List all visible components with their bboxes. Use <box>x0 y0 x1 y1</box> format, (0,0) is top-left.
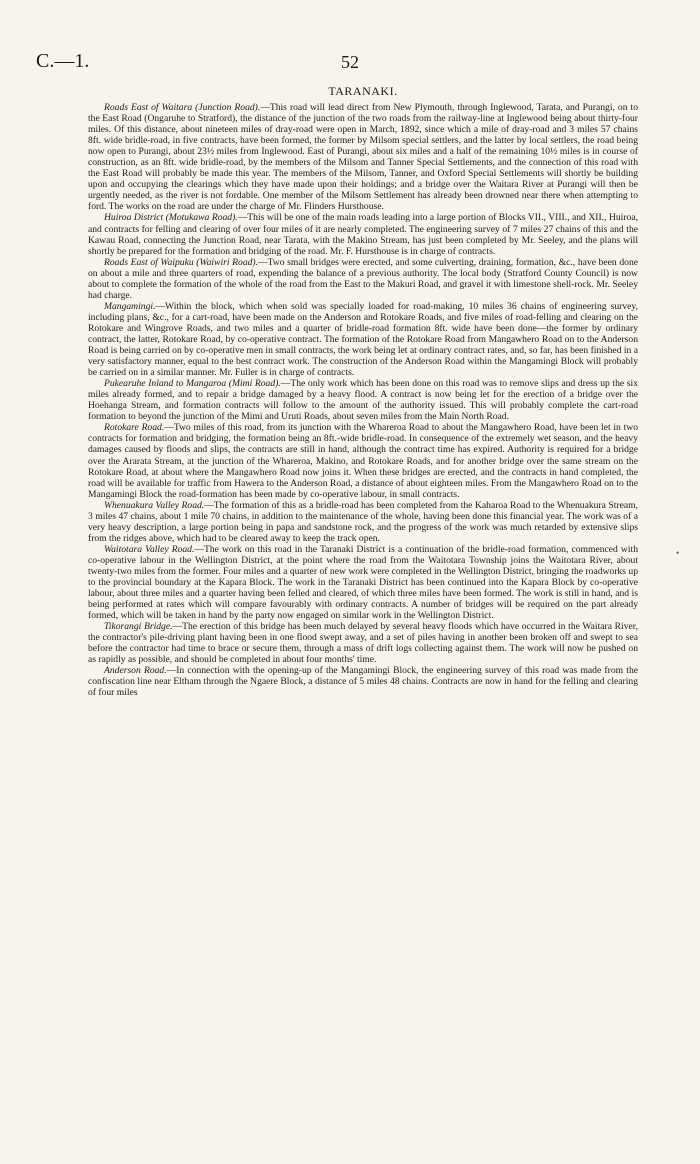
paragraph <box>88 500 638 544</box>
paragraph-heading: Huiroa District (Motukawa Road). <box>104 212 238 224</box>
document-body <box>88 102 638 699</box>
paragraph-heading: Roads East of Waipuku (Waiwiri Road). <box>104 256 259 268</box>
paragraph-text: —The work on this road in the Taranaki District is a continuation of the bridle-road formation, commenced with co-operative labour in the Wellington District, at the point where the road from the Waitotara Township joins the Waitotara River, about twenty-two miles from the former. Four miles and a quarter of new work were completed in the Wellington District, bringing the roadworks up to the provincial boundary at the Kapara Block. The work in the Taranaki District has been continued into the Kapara Block by co-operative labour, about three miles and a quarter having been felled and cleared, of which three miles have been formed. The work is still in hand, and is being performed at rates which will compare favourably with ordinary contracts. A number of bridges will be required on the part already formed, which will be taken in hand by the party now engaged on similar work in the Wellington District. <box>88 543 638 622</box>
paragraph <box>88 544 638 621</box>
page-number: 52 <box>341 52 359 72</box>
paragraph-text: .—Within the block, which when sold was specially loaded for road-making, 10 miles 36 chains of engineering survey, including plans, &c., for a cart-road, have been made on the Anderson and Rotokare Roads, and five miles of road-felling and clearing on the Rotokare and Wingrove Roads, and two miles and a quarter of bridle-road formation 8ft. wide have been done—the former by ordinary contract, the latter, Rotokare Road, by co-operative contract. The formation of the Rotokare Road from Mangawhero Road on to the Anderson Road is being carried on by co-operative men in small contracts, the work being let at ordinary contract rates, and, so far, has been finished in a very satisfactory manner, equal to the best contract work. The construction of the Anderson Road within the Mangamingi Block will probably be carried on in a similar manner. Mr. Fuller is in charge of contracts. <box>88 300 639 379</box>
paragraph-heading: Tikorangi Bridge. <box>104 621 173 633</box>
document-code: C.—1. <box>36 50 90 72</box>
paragraph-text: —Two small bridges were erected, and some culverting, draining, formation, &c., have been done on about a mile and three quarters of road, expending the balance of a previous authority. The local body (Stratford County Council) is now about to complete the formation of the whole of the road from the East to the Makuri Road, and gravel it with limestone shell-rock. Mr. Seeley had charge. <box>88 256 639 301</box>
paragraph <box>88 212 638 256</box>
paragraph-heading: Mangamingi <box>104 300 154 312</box>
paragraph <box>88 301 638 378</box>
paragraph-text: —This road will lead direct from New Plymouth, through Inglewood, Tarata, and Purangi, on to the East Road (Ongaruhe to Stratford), the distance of the junction of the two roads from the railway-line at Inglewood being about thirty-four miles. Of this distance, about nineteen miles of dray-road were open in March, 1892, since which a mile of dray-road and 3 miles 57 chains 8ft. wide bridle-road, in five contracts, have been formed, the former by Milsom special settlers, and the latter by local settlers, the road being now open to Purangi, about 23½ miles from Inglewood. East of Purangi, about six miles and a half of the remaining 10½ miles is in course of construction, as an 8ft. wide bridle-road, by the members of the Milsom and Tanner Special Settlements, and the connection of this road with the East Road will probably be made this year. The members of the Milsom, Tanner, and Oxford Special Settlements will shortly be building upon and occupying the clearings which they have made upon their holdings; and a bridge over the Waitara River at Purangi will then be urgently needed, as the river is not fordable. One member of the Milsom Settlement has already been drowned near there when attempting to ford. The works on the road are under the charge of Mr. Flinders Hursthouse. <box>88 102 638 213</box>
paragraph-heading: Waitotara Valley Road. <box>104 543 195 555</box>
paragraph-heading: Pukearuhe Inland to Mangaroa (Mimi Road). <box>104 378 281 390</box>
paragraph-heading: Whenuakura Valley Road. <box>104 499 205 511</box>
paragraph-heading: Roads East of Waitara (Junction Road). <box>104 102 261 113</box>
paragraph-heading: Anderson Road. <box>104 665 167 677</box>
paragraph <box>88 422 638 499</box>
paragraph-text: —The erection of this bridge has been much delayed by several heavy floods which have occurred in the Waitara River, the contractor's pile-driving plant having been in one flood swept away, and a set of piles having in another been broken off and swept to sea before the contractor had time to brace or secure them, through a mass of drift logs collecting against them. The work will now be pushed on as rapidly as possible, and should be completed in about four months' time. <box>88 621 638 666</box>
margin-dot: • <box>676 548 680 558</box>
paragraph <box>88 665 638 698</box>
paragraph <box>88 378 638 422</box>
paragraph <box>88 257 638 301</box>
paragraph-heading: Rotokare Road. <box>104 422 165 434</box>
paragraph-text: —The only work which has been done on this road was to remove slips and dress up the six miles already formed, and to repair a bridge damaged by a heavy flood. A contract is now being let for the erection of a bridge over the Hoehanga Stream, and formation contracts will follow to the amount of the authority issued. This will probably complete the cart-road formation to beyond the junction of the Mimi and Uruti Roads, about seven miles from the Main North Road. <box>88 378 638 423</box>
paragraph <box>88 621 638 665</box>
paragraph <box>88 102 638 212</box>
paragraph-text: —Two miles of this road, from its junction with the Whareroa Road to about the Mangawhero Road, have been let in two contracts for formation and bridging, the formation being an 8ft.-wide bridle-road. In consequence of the extremely wet season, and the heavy damages caused by floods and slips, the contracts are still in hand, although the contract time has expired. Authority is required for a bridge over the Ararata Stream, at the junction of the Whareroa, Makino, and Rotokare Roads, and for another bridge over the same stream on the Rotokare Road, at about where the Mangawhero Road now joins it. When these bridges are erected, and the contracts in hand completed, the road will be available for traffic from Hawera to the Anderson Road, a distance of about eighteen miles. From the Mangawhero Road on to the Mangamingi Block the road-formation has been made by co-operative labour, in small contracts. <box>88 422 638 500</box>
section-title: TARANAKI. <box>328 84 398 98</box>
paragraph-text: —This will be one of the main roads leading into a large portion of Blocks VII., VIII., and XII., Huiroa, and contracts for felling and clearing of over four miles of it are nearly completed. The engineering survey of 7 miles 27 chains of this and the Kawau Road, connecting the Junction Road, near Tarata, with the Makino Stream, has just been completed by Mr. Seeley, and the plans will shortly be prepared for the formation and bridging of the road. Mr. F. Hursthouse is in charge of contracts. <box>88 212 638 257</box>
paragraph-text: —In connection with the opening-up of the Mangamingi Block, the engineering survey of this road was made from the confiscation line near Eltham through the Ngaere Block, a distance of 5 miles 48 chains. Contracts are now in hand for the felling and clearing of four miles <box>88 665 638 699</box>
paragraph-text: —The formation of this as a bridle-road has been completed from the Kaharoa Road to the Whenuakura Stream, 3 miles 47 chains, about 1 mile 70 chains, in addition to the maintenance of the whole, having been done this financial year. The work was of a very heavy description, a large portion being in papa and sandstone rock, and the progress of the work was much retarded by extensive slips from the ridges above, which had to be cleared away to keep the track open. <box>88 499 638 544</box>
